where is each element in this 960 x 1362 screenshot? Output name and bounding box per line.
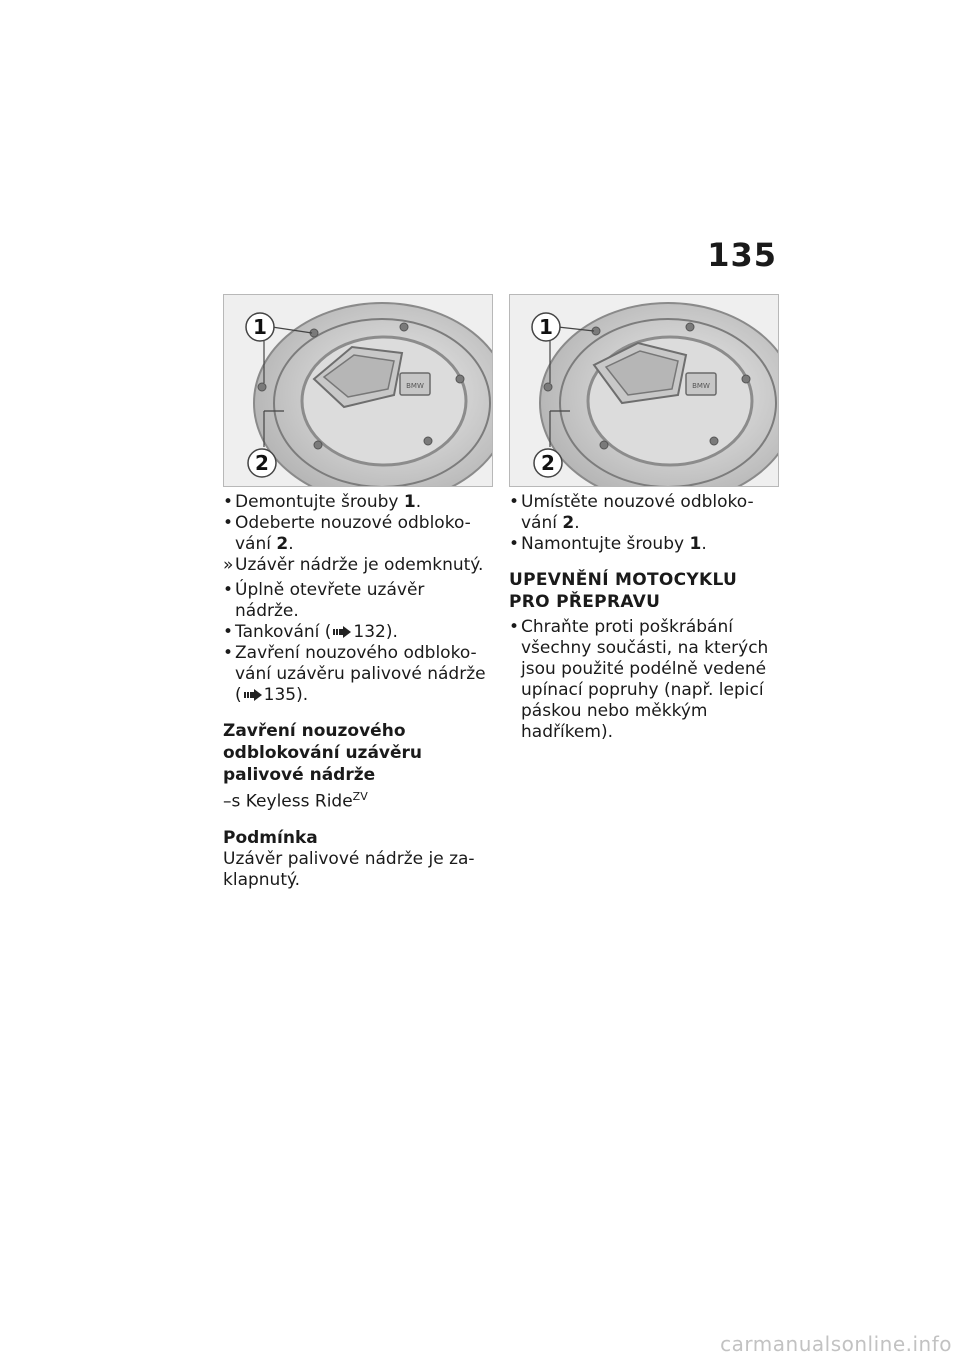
condition-text: Uzávěr palivové nádrže je za-klapnutý. [223,848,475,890]
section-heading: Zavření nouzového odblokování uzávěru palivové nádrže [223,721,423,785]
callout-2: 2 [255,451,269,475]
step-end: . [415,492,422,512]
step-text: Zavření nouzového odbloko-vání uzávěru palivové nádrže ( [235,643,486,705]
step-text: Umístěte nouzové odbloko-vání [521,492,754,533]
bullet-marker: • [509,534,520,554]
step-item [223,492,487,513]
bullet-marker: • [223,492,234,512]
callout-1: 1 [539,315,553,339]
bullet-marker: • [223,622,234,642]
footer-watermark: carmanualsonline.info [720,1332,952,1356]
fuel-cap-illustration [224,295,492,486]
bullet-marker: • [509,492,520,512]
step-end: . [288,534,294,554]
step-item [223,580,487,622]
page-ref[interactable]: 135 [263,685,297,705]
part-ref: 1 [689,534,702,554]
variant-prefix: – [223,791,232,812]
step-text: Demontujte šrouby [235,492,404,512]
cap-label: BMW [406,382,424,390]
callout-1: 1 [253,315,267,339]
step-text: Namontujte šrouby [521,534,690,554]
step-text: Úplně otevřete uzávěr nádrže. [235,580,425,621]
part-ref: 2 [562,513,575,533]
step-item [223,643,487,706]
fuel-cap-figure-left [223,294,493,487]
step-end: . [701,534,707,554]
fuel-cap-figure-right [509,294,779,487]
part-ref: 2 [276,534,289,554]
bullet-item [509,617,773,743]
step-end: ). [385,622,398,642]
step-item [223,622,487,643]
bullet-marker: • [223,580,234,600]
right-column [509,492,773,743]
cap-label: BMW [692,382,710,390]
variant-code: ZV [352,790,368,803]
step-item [509,492,773,534]
result-item [223,555,487,576]
bullet-marker: • [223,643,234,663]
step-text: Odeberte nouzové odbloko-vání [235,513,471,554]
page-number: 135 [707,236,777,274]
step-end: ). [296,685,309,705]
fuel-cap-illustration [510,295,778,486]
callout-2: 2 [541,451,555,475]
variant-text: s Keyless Ride [231,791,353,812]
result-marker: » [223,555,234,575]
arrow-right-icon [244,689,262,701]
variant-note [223,786,487,813]
left-column [223,492,487,891]
bullet-marker: • [223,513,234,533]
step-end: . [574,513,580,533]
step-text: Tankování ( [235,622,332,642]
bullet-text: Chraňte proti poškrábání všechny součásti, na kterých jsou použité podélně vedené upínací popruhy (např. lepicí páskou nebo měkkým hadříkem). [521,617,769,742]
condition-heading: Podmínka [223,827,318,848]
bullet-marker: • [509,617,520,637]
result-text: Uzávěr nádrže je odemknutý. [235,555,484,575]
page-ref[interactable]: 132 [353,622,386,642]
part-ref: 1 [403,492,416,512]
section-heading: UPEVNĚNÍ MOTOCYKLU PRO PŘEPRAVU [509,570,738,612]
arrow-right-icon [333,626,351,638]
step-item [223,513,487,555]
step-item [509,534,773,555]
